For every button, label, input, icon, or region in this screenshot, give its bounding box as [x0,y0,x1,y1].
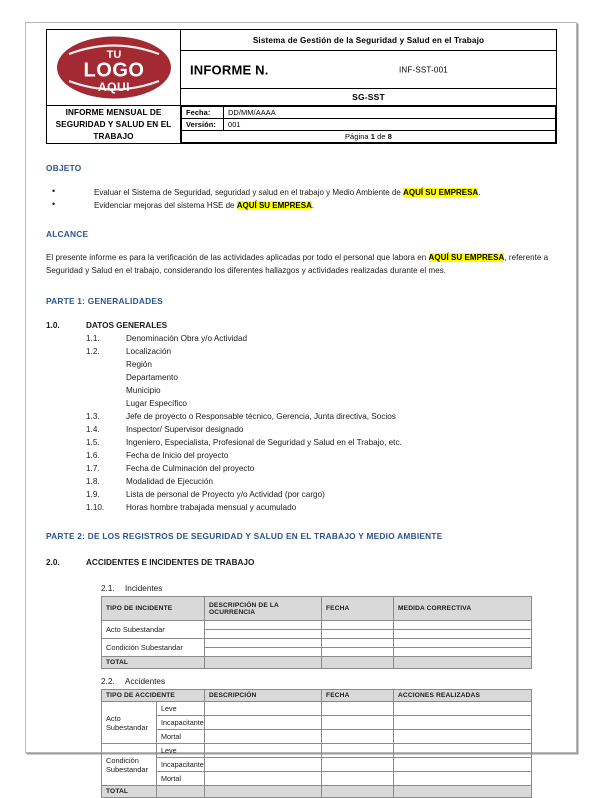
item-1-6 [46,449,557,462]
meta-cell [181,106,557,144]
page-mid: de [375,132,388,141]
objeto-bullet-list [46,186,557,212]
cell-fecha[interactable] [322,702,394,716]
table-header-row [102,690,532,702]
total-cell-sub[interactable] [157,786,205,798]
item-text: Ingeniero, Especialista, Profesional de Seguridad y Salud en el Trabajo, etc. [126,438,402,447]
section-1-0 [46,319,557,332]
table-total-row [102,657,532,669]
table-header-row [102,597,532,621]
col-medida-correctiva: MEDIDA CORRECTIVA [394,597,532,621]
section-1-0-number: 1.0. [46,321,60,330]
fecha-value: DD/MM/AAAA [224,107,556,119]
cell-fecha[interactable] [322,716,394,730]
page-prefix: Página [345,132,371,141]
cell-fecha[interactable] [322,772,394,786]
table-row [102,639,532,648]
section-2-0 [46,556,557,569]
alcance-text-b: , referente a Seguridad y Salud en el trabajo, considerando los diferentes hallazgos y actividades realizadas durante el mes. [46,253,549,275]
cell-descripcion[interactable] [205,639,322,648]
col-acciones-realizadas: ACCIONES REALIZADAS [394,690,532,702]
cell-acciones[interactable] [394,702,532,716]
group-label-condicion-subestandar: Condición Subestandar [102,744,157,786]
col-descripcion: DESCRIPCIÓN [205,690,322,702]
incidentes-caption-number: 2.1. [101,584,115,593]
sub-leve: Leve [157,702,205,716]
item-1-4 [46,423,557,436]
item-number: 1.10. [86,503,105,512]
cell-descripcion[interactable] [205,621,322,630]
parte1-heading: PARTE 1: GENERALIDADES [46,296,163,306]
col-fecha: FECHA [322,597,394,621]
alcance-paragraph [46,252,557,277]
cell-descripcion[interactable] [205,648,322,657]
document-page [46,29,557,795]
document-header-table [46,29,557,144]
item-number: 1.2. [86,347,100,356]
page-number: 1 [370,132,376,141]
item-1-5 [46,436,557,449]
sub-incapacitante: Incapacitante [157,758,205,772]
item-departamento [46,371,557,384]
item-number: 1.1. [86,334,100,343]
cell-descripcion[interactable] [205,716,322,730]
document-title: INFORME MENSUAL DE SEGURIDAD Y SALUD EN EL TRABAJO [47,106,181,144]
informe-label: INFORME N. [190,62,269,77]
item-number: 1.6. [86,451,100,460]
col-tipo-incidente: TIPO DE INCIDENTE [102,597,205,621]
cell-descripcion[interactable] [205,730,322,744]
svg-text:AQUI: AQUI [97,80,130,94]
cell-fecha[interactable] [322,621,394,630]
cell-medida[interactable] [394,648,532,657]
meta-table [181,106,556,143]
cell-medida[interactable] [394,639,532,648]
item-text: Localización [126,347,172,356]
cell-medida[interactable] [394,630,532,639]
meta-row-fecha [182,107,556,119]
item-number: 1.7. [86,464,100,473]
item-number: 1.9. [86,490,100,499]
cell-acciones[interactable] [394,772,532,786]
item-1-9 [46,488,557,501]
objeto-heading: OBJETO [46,163,82,173]
cell-acciones[interactable] [394,716,532,730]
item-1-1 [46,332,557,345]
item-text: Modalidad de Ejecución [126,477,213,486]
cell-fecha[interactable] [322,648,394,657]
sub-leve: Leve [157,744,205,758]
objeto-bullet1-text: Evaluar el Sistema de Seguridad, seguridad y salud en el trabajo y Medio Ambiente de [94,188,404,197]
meta-row-version [182,119,556,131]
accidentes-table [101,689,532,798]
total-cell-acciones[interactable] [394,786,532,798]
page-indicator [182,131,556,143]
sub-incapacitante: Incapacitante [157,716,205,730]
total-cell-fecha[interactable] [322,657,394,669]
version-key: Versión: [182,119,224,131]
informe-code: INF-SST-001 [399,65,448,74]
accidentes-total-label: TOTAL [102,786,157,798]
total-cell-descripcion[interactable] [205,786,322,798]
sgsst-label: SG-SST [181,89,557,106]
col-descripcion-ocurrencia: DESCRIPCIÓN DE LA OCURRENCIA [205,597,322,621]
system-title: Sistema de Gestión de la Seguridad y Salud en el Trabajo [181,30,557,51]
table-total-row [102,786,532,798]
item-text: Fecha de Inicio del proyecto [126,451,229,460]
cell-descripcion[interactable] [205,772,322,786]
section-2-0-number: 2.0. [46,558,60,567]
item-text: Fecha de Culminación del proyecto [126,464,255,473]
item-1-10 [46,501,557,514]
objeto-bullet1-highlight: AQUÍ SU EMPRESA [403,188,479,197]
document-page-shell [25,22,577,795]
group-label-acto-subestandar: Acto Subestandar [102,702,157,744]
objeto-bullet1-tail: . [478,188,481,197]
item-text: Jefe de proyecto o Responsable técnico, Gerencia, Junta directiva, Socios [126,412,396,421]
item-1-3 [46,410,557,423]
incidentes-table [101,596,532,669]
cell-acciones[interactable] [394,730,532,744]
cell-descripcion[interactable] [205,702,322,716]
table-row [102,621,532,630]
alcance-text-a: El presente informe es para la verificación de las actividades aplicadas por todo el personal que labora en [46,253,429,262]
section-1-0-title: DATOS GENERALES [86,321,168,330]
objeto-bullet2-highlight: AQUÍ SU EMPRESA [236,201,312,210]
item-text: Denominación Obra y/o Actividad [126,334,248,343]
alcance-heading: ALCANCE [46,229,89,239]
cell-fecha[interactable] [322,744,394,758]
item-text: Horas hombre trabajada mensual y acumulado [126,503,297,512]
cell-descripcion[interactable] [205,744,322,758]
accidentes-caption [46,677,557,686]
item-text: Municipio [126,386,161,395]
table-row [102,730,532,744]
alcance-highlight: AQUÍ SU EMPRESA [428,253,505,262]
item-lugar-especifico [46,397,557,410]
incidentes-total-label: TOTAL [102,657,205,669]
table-row [102,744,532,758]
col-tipo-accidente: TIPO DE ACCIDENTE [102,690,205,702]
company-logo [53,34,175,101]
cell-fecha[interactable] [322,639,394,648]
version-value: 001 [224,119,556,131]
item-text: Departamento [126,373,178,382]
cell-fecha[interactable] [322,630,394,639]
cell-medida[interactable] [394,621,532,630]
cell-fecha[interactable] [322,758,394,772]
item-text: Lista de personal de Proyecto y/o Actividad (por cargo) [126,490,325,499]
table-row [102,702,532,716]
page-total: 8 [387,132,392,141]
item-number: 1.5. [86,438,100,447]
row-label-condicion-subestandar: Condición Subestandar [102,639,205,657]
objeto-bullet2-tail: . [311,201,315,210]
svg-text:TU: TU [106,49,121,61]
item-region [46,358,557,371]
item-1-8 [46,475,557,488]
table-row [102,772,532,786]
svg-text:LOGO: LOGO [83,59,144,82]
fecha-key: Fecha: [182,107,224,119]
total-cell-fecha[interactable] [322,786,394,798]
cell-acciones[interactable] [394,758,532,772]
incidentes-caption-text: Incidentes [125,584,163,593]
logo-cell [47,30,181,106]
item-municipio [46,384,557,397]
objeto-bullet2-text: Evidenciar mejoras del sistema HSE de [94,201,237,210]
item-1-2 [46,345,557,358]
table-row [102,716,532,730]
item-text: Región [126,360,152,369]
col-fecha: FECHA [322,690,394,702]
cell-descripcion[interactable] [205,630,322,639]
incidentes-caption [46,584,557,593]
logo-ellipse-icon [53,34,175,101]
parte2-heading: PARTE 2: DE LOS REGISTROS DE SEGURIDAD Y SALUD EN EL TRABAJO Y MEDIO AMBIENTE [46,531,443,541]
item-text: Inspector/ Supervisor designado [126,425,244,434]
cell-descripcion[interactable] [205,758,322,772]
list-item [46,186,557,199]
cell-fecha[interactable] [322,730,394,744]
item-text: Lugar Específico [126,399,187,408]
accidentes-caption-number: 2.2. [101,677,115,686]
row-label-acto-subestandar: Acto Subestandar [102,621,205,639]
accidentes-caption-text: Accidentes [125,677,166,686]
list-item [46,199,557,212]
sub-mortal: Mortal [157,730,205,744]
cell-acciones[interactable] [394,744,532,758]
section-2-0-title: ACCIDENTES E INCIDENTES DE TRABAJO [86,558,255,567]
table-row [102,758,532,772]
item-1-7 [46,462,557,475]
total-cell-medida[interactable] [394,657,532,669]
informe-row [181,51,557,89]
total-cell-descripcion[interactable] [205,657,322,669]
meta-row-pagina [182,131,556,143]
item-number: 1.3. [86,412,100,421]
item-number: 1.4. [86,425,100,434]
item-number: 1.8. [86,477,100,486]
sub-mortal: Mortal [157,772,205,786]
